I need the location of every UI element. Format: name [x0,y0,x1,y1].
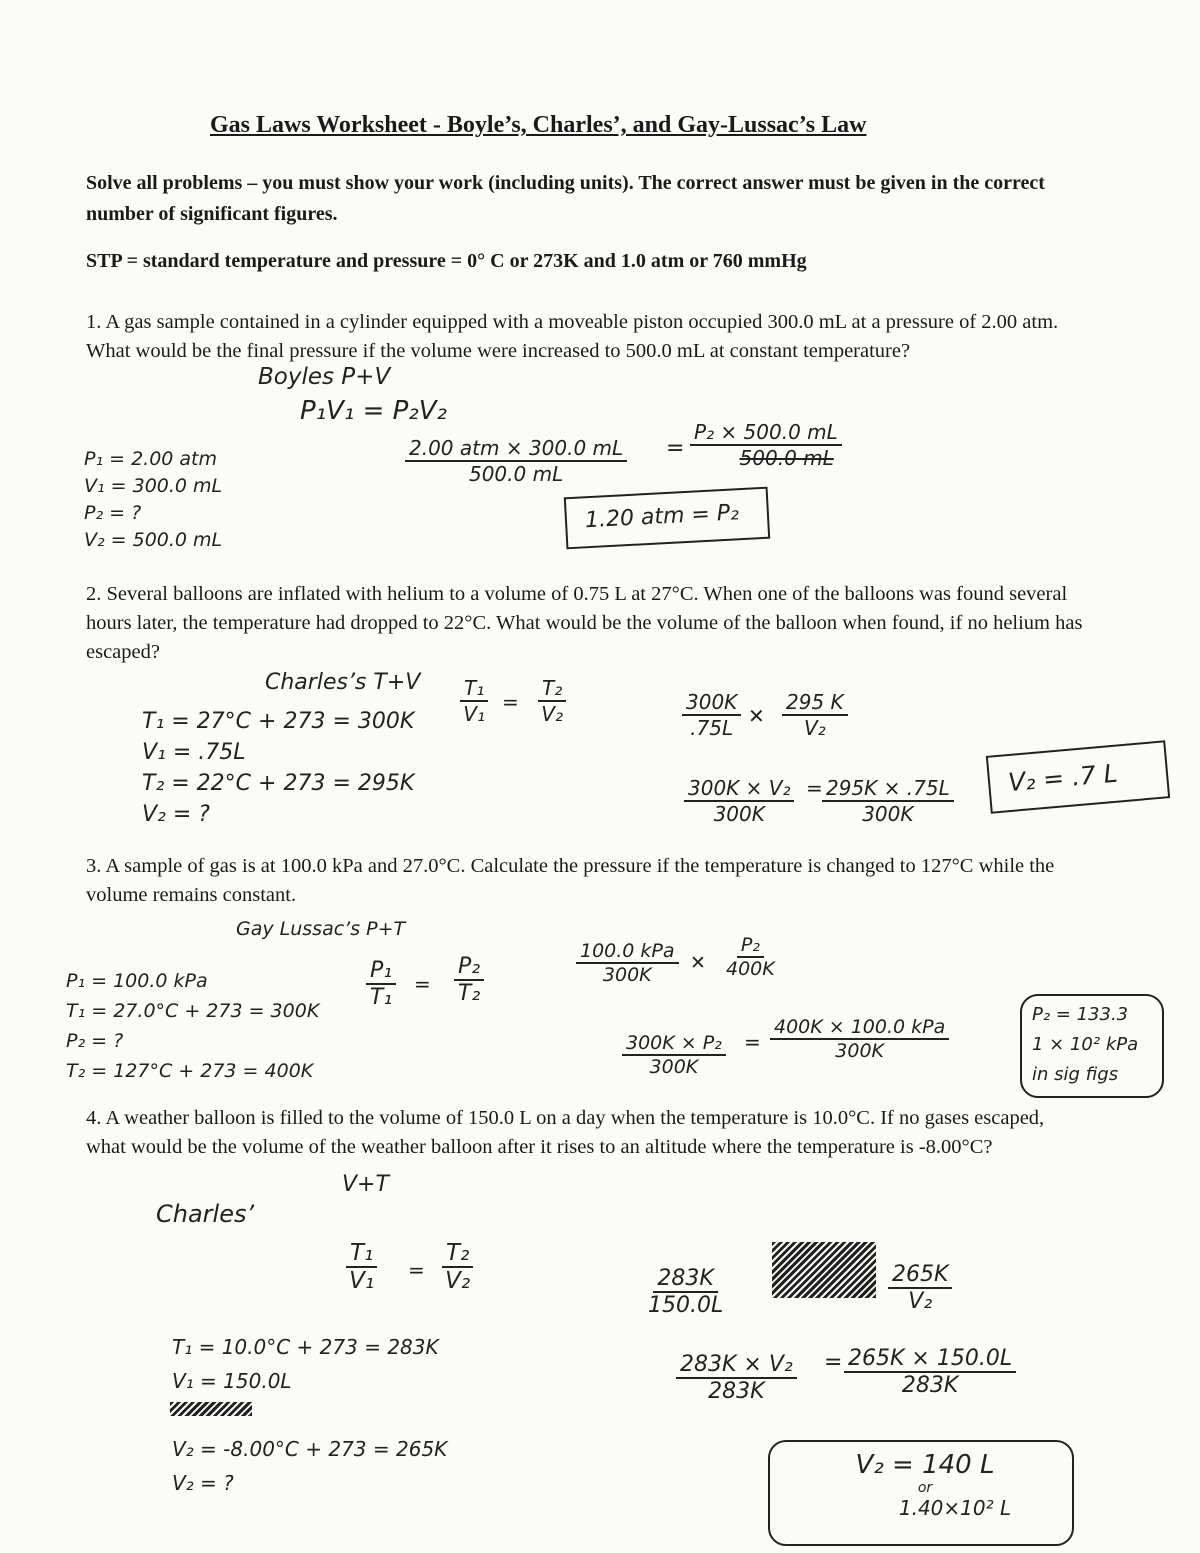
equals-sign: = [744,1030,761,1054]
fraction-numerator: T₁ [346,1240,377,1268]
fraction-denominator: .75L [690,716,734,740]
q2-cross-right [782,690,848,740]
cross-multiply-mark: ✕ [690,952,706,974]
fraction-denominator: 500.0 mL [468,462,564,486]
given-line: T₂ = 22°C + 273 = 295K [142,771,415,796]
q1-givens [84,446,222,554]
q3-cross-right [726,934,775,980]
q2-answer: V₂ = .7 L [1006,758,1119,798]
given-line: V₂ = 500.0 mL [84,529,223,551]
fraction-denominator: 500.0 mL [739,446,834,470]
given-line: T₁ = 27°C + 273 = 300K [142,709,415,734]
fraction-denominator: T₁ [369,985,393,1010]
given-line: V₁ = 150.0L [172,1369,292,1393]
fraction-numerator: P₂ × 500.0 mL [690,420,842,446]
fraction-numerator: 300K × V₂ [684,776,794,802]
given-line: T₂ = 127°C + 273 = 400K [66,1060,314,1082]
answer-line: 1.40×10² L [898,1496,1012,1520]
q2-answer-box [986,740,1170,813]
fraction-denominator: 150.0L [648,1293,724,1318]
given-line: V₂ = ? [142,802,210,827]
equals-sign: = [824,1350,843,1375]
question-2-text: 2. Several balloons are inflated with helium to a volume of 0.75 L at 27°C. When one of the balloons was found several hours later, the temperature had dropped to 22°C. What would be the volume of the balloon when found, if no helium has escaped? [86,583,1083,663]
fraction-numerator: T₁ [460,676,488,702]
given-line: P₂ = ? [66,1030,124,1052]
equals-sign: = [408,1258,425,1282]
q4-law-vars: V+T [342,1172,389,1197]
q2-cross-left [682,690,741,740]
fraction-denominator: V₂ [803,716,826,740]
scribbled-out-text [772,1242,876,1298]
q1-answer-box [564,487,770,550]
fraction-denominator: 300K [835,1040,884,1062]
q4-solve-left [676,1352,797,1404]
q2-formula-right [538,676,566,726]
q2-solve-left [684,776,794,826]
q3-answer [1032,1000,1138,1090]
equals-sign: = [806,776,823,800]
answer-line: 1 × 10² kPa [1032,1034,1139,1055]
q3-solve-left [622,1032,726,1078]
fraction-denominator: V₁ [463,702,485,726]
q3-formula-left [366,958,396,1010]
fraction-numerator: 100.0 kPa [576,940,679,964]
given-line: V₂ = -8.00°C + 273 = 265K [172,1437,448,1461]
given-line: P₁ = 100.0 kPa [66,970,208,992]
fraction-numerator: P₁ [366,958,396,985]
fraction-denominator: 300K [649,1056,699,1078]
q4-formula-right [442,1240,473,1294]
q3-formula-right [454,954,484,1006]
fraction-denominator: 400K [726,958,775,980]
fraction-numerator: 265K [888,1262,952,1289]
fraction-denominator: V₂ [908,1289,933,1314]
q3-cross-left [576,940,679,986]
q2-solve-right [822,776,954,826]
q4-formula-left [346,1240,377,1294]
q3-givens [66,966,319,1086]
q1-left-fraction [405,436,627,486]
q2-law-label: Charles’s T+V [265,670,421,695]
stp-definition: STP = standard temperature and pressure = 0° C or 273K and 1.0 atm or 760 mmHg [86,250,807,272]
answer-line: P₂ = 133.3 [1032,1004,1129,1025]
fraction-numerator: P₂ [737,934,764,958]
fraction-denominator: 283K [901,1373,959,1398]
given-line: P₂ = ? [84,502,142,524]
fraction-numerator: 300K [682,690,741,716]
equals-sign: = [666,436,685,461]
fraction-numerator: 300K × P₂ [622,1032,726,1056]
question-3-text: 3. A sample of gas is at 100.0 kPa and 27.0°C. Calculate the pressure if the temperature is changed to 127°C while the volume remains constant. [86,855,1055,906]
fraction-denominator: 283K [708,1379,765,1404]
fraction-denominator: T₂ [457,981,481,1006]
fraction-numerator: 295K × .75L [822,776,954,802]
scribbled-out-text [170,1402,252,1416]
q4-answer [790,1450,1060,1520]
fraction-numerator: 295 K [782,690,848,716]
q2-givens [142,706,414,830]
fraction-numerator: 2.00 atm × 300.0 mL [405,436,627,462]
given-line: T₁ = 10.0°C + 273 = 283K [172,1335,439,1359]
fraction-numerator: T₂ [442,1240,473,1268]
answer-line: in sig figs [1032,1064,1119,1085]
given-line: P₁ = 2.00 atm [84,448,218,470]
given-line: V₁ = 300.0 mL [84,475,223,497]
question-1-text: 1. A gas sample contained in a cylinder equipped with a moveable piston occupied 300.0 mL at a pressure of 2.00 atm. What would be the final pressure if the volume were increased to 500.0 mL at constant temperature? [86,311,1059,362]
fraction-numerator: 283K × V₂ [676,1352,797,1379]
instructions: Solve all problems – you must show your work (including units). The correct answer must be given in the correct number of significant figures. [86,172,1045,225]
q1-formula: P₁V₁ = P₂V₂ [300,396,447,426]
cross-multiply-mark: ✕ [748,704,765,728]
given-line: V₂ = ? [172,1471,234,1495]
q4-solve-right [844,1346,1016,1398]
fraction-numerator: P₂ [454,954,484,981]
worksheet-title: Gas Laws Worksheet - Boyle’s, Charles’, and Gay-Lussac’s Law [210,112,867,138]
q4-cross-right [888,1262,952,1314]
fraction-numerator: 265K × 150.0L [844,1346,1016,1373]
fraction-denominator: V₂ [541,702,563,726]
fraction-numerator: 283K [653,1266,717,1293]
given-line: T₁ = 27.0°C + 273 = 300K [66,1000,320,1022]
q3-law-label: Gay Lussac’s P+T [236,918,406,940]
q4-law-label: Charles’ [156,1200,255,1228]
q4-answer-box [768,1440,1074,1546]
fraction-numerator: T₂ [538,676,566,702]
fraction-denominator: 300K [862,802,914,826]
answer-line: V₂ = 140 L [855,1450,995,1480]
fraction-denominator: V₂ [445,1268,471,1294]
fraction-denominator: V₁ [349,1268,375,1294]
fraction-denominator: 300K [713,802,765,826]
equals-sign: = [502,690,519,714]
fraction-denominator: 300K [602,964,652,986]
q2-formula-left [460,676,488,726]
q3-solve-right [770,1016,949,1062]
q1-answer: 1.20 atm = P₂ [584,500,740,534]
answer-line: or [917,1480,933,1496]
equals-sign: = [414,972,431,996]
q1-law-label: Boyles P+V [258,364,391,390]
q3-answer-box [1020,994,1164,1098]
given-line: V₁ = .75L [142,740,246,765]
question-4-text: 4. A weather balloon is filled to the volume of 150.0 L on a day when the temperature is 10.0°C. If no gases escaped, what would be the volume of the weather balloon after it rises to an altitude where the temperature is -8.00°C? [86,1107,1045,1158]
fraction-numerator: 400K × 100.0 kPa [770,1016,949,1040]
q4-cross-left [648,1266,723,1318]
q1-right-fraction [690,420,842,470]
